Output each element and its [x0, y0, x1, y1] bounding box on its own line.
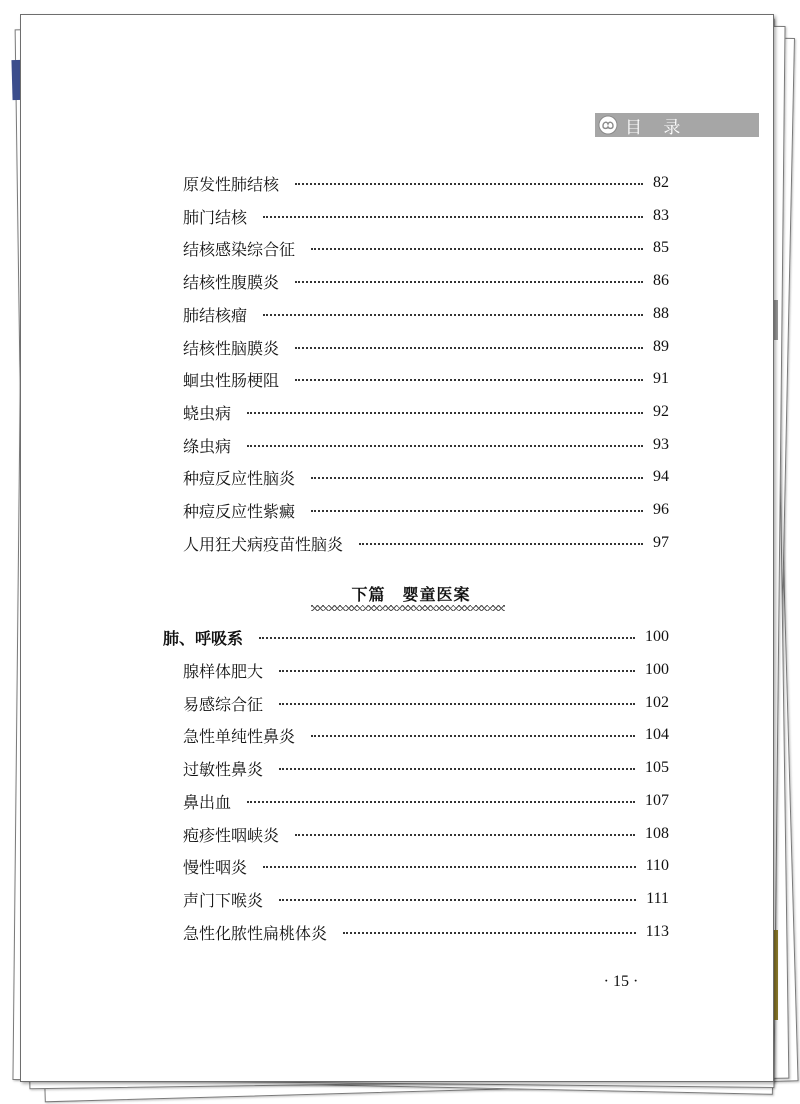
toc-page-number: 88 [653, 305, 669, 322]
dot-leader [311, 477, 643, 479]
toc-entry-title: 肺结核瘤 [183, 305, 248, 325]
toc-entry-title: 种痘反应性脑炎 [183, 468, 296, 488]
toc-page-number: 96 [653, 501, 669, 518]
page-number: · 15 · [603, 973, 639, 990]
toc-page-number: 100 [645, 661, 669, 678]
toc-page-number: 107 [645, 792, 669, 809]
toc-page-number: 100 [645, 628, 669, 645]
dot-leader [295, 834, 635, 836]
dot-leader [247, 445, 643, 447]
dot-leader [311, 510, 643, 512]
toc-entry-title: 蛔虫性肠梗阻 [183, 370, 280, 390]
toc-entry[interactable] [183, 202, 669, 230]
toc-page-number: 111 [646, 890, 669, 907]
section-divider [311, 605, 505, 611]
toc-entry-title: 绦虫病 [183, 436, 232, 456]
toc-entry[interactable] [183, 463, 669, 491]
dot-leader [311, 248, 643, 250]
dot-leader [311, 735, 635, 737]
toc-entry-title: 急性化脓性扁桃体炎 [183, 923, 328, 943]
toc-entry-title: 结核性脑膜炎 [183, 338, 280, 358]
toc-page-number: 94 [653, 468, 669, 485]
toc-entry[interactable] [183, 852, 669, 880]
dot-leader [279, 670, 635, 672]
toc-entry[interactable] [183, 689, 669, 717]
cloud-ornament-icon [597, 114, 619, 136]
toc-page-number: 104 [645, 726, 669, 743]
toc-entry[interactable] [183, 754, 669, 782]
dot-leader [263, 866, 636, 868]
dot-leader [343, 932, 636, 934]
toc-entry-title: 人用狂犬病疫苗性脑炎 [183, 534, 344, 554]
toc-page-number: 105 [645, 759, 669, 776]
dot-leader [247, 801, 635, 803]
toc-entry-title: 腺样体肥大 [183, 661, 264, 681]
toc-entry[interactable] [183, 333, 669, 361]
dot-leader [295, 281, 643, 283]
toc-entry-title: 过敏性鼻炎 [183, 759, 264, 779]
toc-entry[interactable] [183, 169, 669, 197]
toc-entry-title: 肺、呼吸系 [163, 628, 244, 648]
toc-entry-title: 急性单纯性鼻炎 [183, 726, 296, 746]
toc-page-number: 82 [653, 174, 669, 191]
toc-category-row[interactable] [163, 623, 669, 651]
toc-page-number: 83 [653, 207, 669, 224]
dot-leader [259, 637, 635, 639]
toc-entry[interactable] [183, 656, 669, 684]
dot-leader [263, 216, 643, 218]
toc-page-number: 110 [645, 857, 669, 874]
toc-entry-title: 易感综合征 [183, 694, 264, 714]
dot-leader [279, 899, 636, 901]
toc-entry[interactable] [183, 300, 669, 328]
toc-page-number: 97 [653, 534, 669, 551]
dot-leader [279, 703, 635, 705]
toc-entry[interactable] [183, 918, 669, 946]
dot-leader [295, 347, 643, 349]
toc-page-number: 91 [653, 370, 669, 387]
toc-entry[interactable] [183, 267, 669, 295]
dot-leader [295, 379, 643, 381]
toc-entry-title: 声门下喉炎 [183, 890, 264, 910]
toc-entry-title: 慢性咽炎 [183, 857, 248, 877]
toc-entry[interactable] [183, 234, 669, 262]
dot-leader [247, 412, 643, 414]
toc-entry-title: 结核感染综合征 [183, 239, 296, 259]
toc-entry[interactable] [183, 365, 669, 393]
book-page [20, 14, 774, 1082]
toc-entry-title: 肺门结核 [183, 207, 248, 227]
toc-page-number: 102 [645, 694, 669, 711]
page-header-bar [595, 113, 759, 137]
toc-page-number: 93 [653, 436, 669, 453]
toc-entry[interactable] [183, 431, 669, 459]
toc-entry[interactable] [183, 820, 669, 848]
dot-leader [279, 768, 635, 770]
toc-page-number: 92 [653, 403, 669, 420]
toc-page-number: 108 [645, 825, 669, 842]
toc-entry-title: 蛲虫病 [183, 403, 232, 423]
toc-entry[interactable] [183, 398, 669, 426]
dot-leader [263, 314, 643, 316]
toc-entry-title: 疱疹性咽峡炎 [183, 825, 280, 845]
section-title: 下篇 婴童医案 [351, 585, 471, 604]
toc-page-number: 113 [645, 923, 669, 940]
toc-entry-title: 种痘反应性紫癜 [183, 501, 296, 521]
dot-leader [359, 543, 643, 545]
toc-entry-title: 结核性腹膜炎 [183, 272, 280, 292]
toc-entry[interactable] [183, 885, 669, 913]
toc-entry[interactable] [183, 529, 669, 557]
toc-entry-title: 鼻出血 [183, 792, 232, 812]
toc-entry[interactable] [183, 496, 669, 524]
toc-page-number: 89 [653, 338, 669, 355]
toc-entry-title: 原发性肺结核 [183, 174, 280, 194]
dot-leader [295, 183, 643, 185]
toc-entry[interactable] [183, 721, 669, 749]
page-header-title: 目 录 [625, 117, 689, 138]
toc-page-number: 85 [653, 239, 669, 256]
toc-entry[interactable] [183, 787, 669, 815]
toc-page-number: 86 [653, 272, 669, 289]
